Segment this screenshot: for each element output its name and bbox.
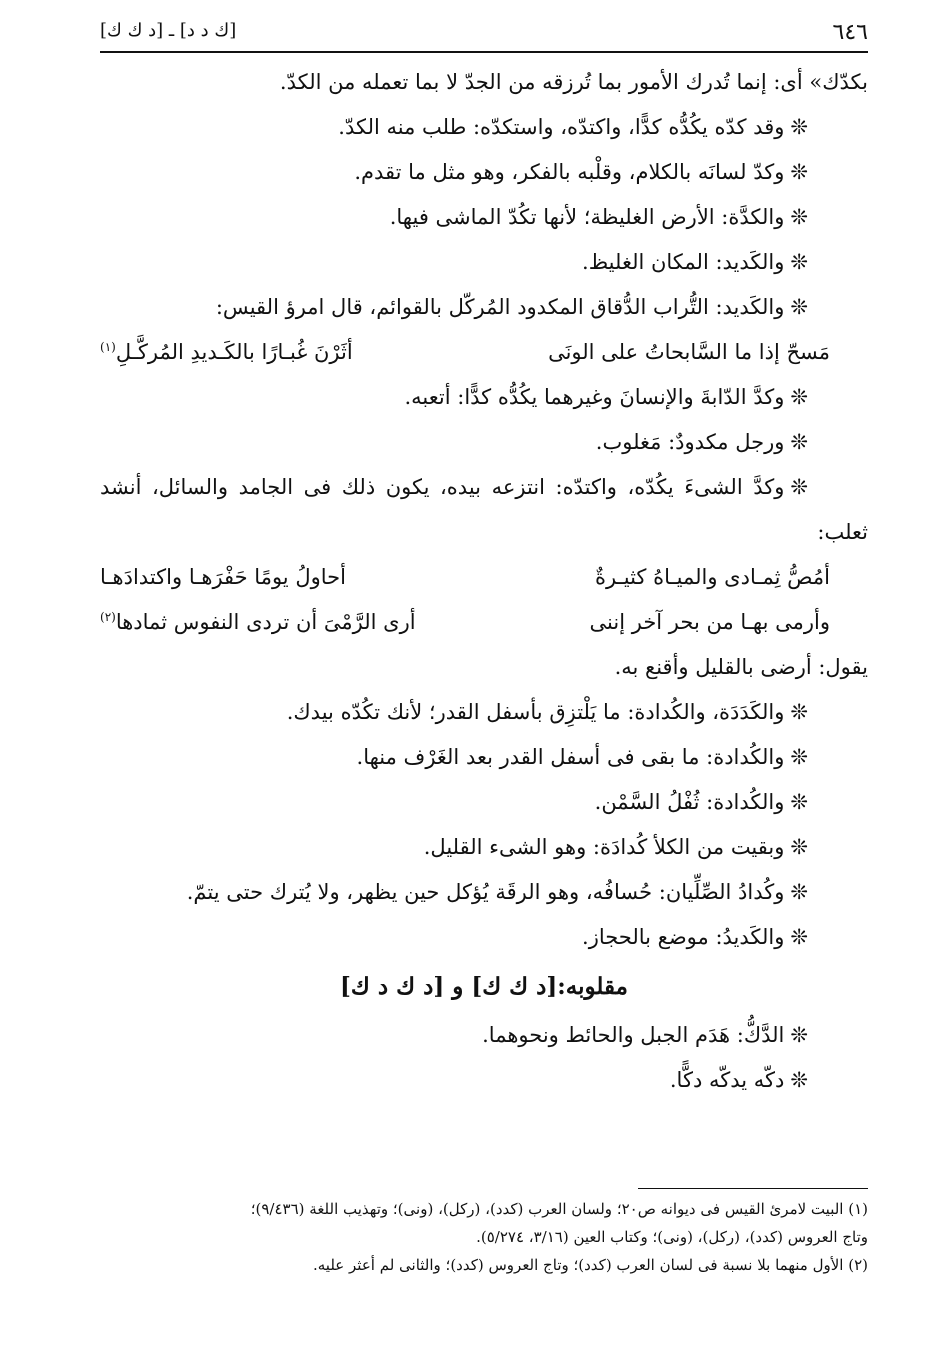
running-header — [100, 20, 868, 50]
verse-hemistich: مَسحّ إذا ما السَّابحاتُ على الونَى — [548, 340, 830, 364]
asterisk-icon: ❊ — [790, 790, 808, 814]
entry-line: ❊وكدَّ الدّابةَ والإنسانَ وغيرهما يكُدُّه كدًّا: أتعبه. — [100, 375, 868, 420]
asterisk-icon: ❊ — [790, 385, 808, 409]
verse-hemistich: أحاولُ يومًا حَفْرَهـا واكتدادَهـا — [100, 565, 346, 589]
asterisk-icon: ❊ — [790, 160, 808, 184]
entry-line: ❊والكَديدُ: موضع بالحجاز. — [100, 915, 868, 960]
asterisk-icon: ❊ — [790, 1068, 808, 1092]
asterisk-icon: ❊ — [790, 925, 808, 949]
asterisk-icon: ❊ — [790, 475, 808, 499]
asterisk-icon: ❊ — [790, 115, 808, 139]
entry-line: ❊الدَّكُّ: هَدَم الجبل والحائط ونحوهما. — [100, 1013, 868, 1058]
asterisk-icon: ❊ — [790, 1023, 808, 1047]
entry-line: ❊والكدَّة: الأرض الغليظة؛ لأنها تكُدّ الماشى فيها. — [100, 195, 868, 240]
footnote-rule — [638, 1188, 868, 1189]
entry-line: ❊والكَدَدَة، والكُدادة: ما يَلْتزِق بأسفل القدر؛ لأنك تكُدّه بيدك. — [100, 690, 868, 735]
entry-line: ❊ورجل مكدودٌ: مَغلوب. — [100, 420, 868, 465]
asterisk-icon: ❊ — [790, 205, 808, 229]
asterisk-icon: ❊ — [790, 250, 808, 274]
footnote-line: (٢) الأول منهما بلا نسبة فى لسان العرب (كدد)؛ وتاج العروس (كدد)؛ والثانى لم أعثر عليه. — [313, 1256, 868, 1274]
verse-line — [100, 555, 868, 600]
verse-hemistich: أرى الرَّمْىَ أن تردى النفوس ثمادها$^{(٢)}$ — [100, 610, 416, 634]
entry-line: ❊والكَديد: المكان الغليظ. — [100, 240, 868, 285]
asterisk-icon: ❊ — [790, 430, 808, 454]
entry-line: ❊وبقيت من الكلأ كُدادَة: وهو الشىء القليل. — [100, 825, 868, 870]
footnote-line: (١) البيت لامرئ القيس فى ديوانه ص٢٠؛ ولسان العرب (كدد)، (ركل)، (ونى)؛ وتهذيب اللغة (٩/٤٣٦)؛ — [250, 1200, 868, 1218]
entry-line: ❊وكدَّ الشىءَ يكُدّه، واكتدّه: انتزعه بيده، يكون ذلك فى الجامد والسائل، أنشد — [100, 465, 868, 510]
entry-body — [100, 60, 868, 1103]
entry-line: ❊والكَديد: التُّراب الدُّقاق المكدود المُركّل بالقوائم، قال امرؤ القيس: — [100, 285, 868, 330]
text-line: ثعلب: — [817, 520, 868, 544]
asterisk-icon: ❊ — [790, 880, 808, 904]
asterisk-icon: ❊ — [790, 700, 808, 724]
footnotes — [100, 1195, 868, 1279]
section-subheading: مقلوبه:[د ك ك] و [د ك د ك] — [340, 973, 628, 1000]
root-tag: [ك د د] ـ [د ك ك] — [100, 20, 237, 41]
verse-hemistich: وأرمى بهـا من بحر آخر إننى — [589, 610, 830, 634]
header-rule — [100, 51, 868, 53]
verse-hemistich: أثَرْنَ غُبـارًا بالكَـديدِ المُركَّـلِ$^{(١)}$ — [100, 340, 353, 364]
footnote-line: وتاج العروس (كدد)، (ركل)، (ونى)؛ وكتاب العين (٣/١٦، ٥/٢٧٤). — [476, 1228, 868, 1246]
verse-line — [100, 330, 868, 375]
entry-line: ❊وقد كدّه يكُدُّه كدًّا، واكتدّه، واستكدّه: طلب منه الكدّ. — [100, 105, 868, 150]
entry-line: ❊وكُدادُ الصِّلِّيان: حُسافُه، وهو الرقَة يُؤكل حين يظهر، ولا يُترك حتى يتمّ. — [100, 870, 868, 915]
verse-line — [100, 600, 868, 645]
entry-line: ❊وكدّ لسانَه بالكلام، وقلْبه بالفكر، وهو مثل ما تقدم. — [100, 150, 868, 195]
footnote-marker: (٢) — [100, 610, 116, 624]
page-number: ٦٤٦ — [832, 20, 868, 45]
entry-line: ❊والكُدادة: ما بقى فى أسفل القدر بعد الغَرْف منها. — [100, 735, 868, 780]
asterisk-icon: ❊ — [790, 835, 808, 859]
asterisk-icon: ❊ — [790, 295, 808, 319]
footnote-marker: (١) — [100, 340, 116, 354]
text-line: بكدّك» أى: إنما تُدرك الأمور بما تُرزقه من الجدّ لا بما تعمله من الكدّ. — [279, 70, 868, 94]
entry-line: ❊دكّه يدكّه دكًّا. — [100, 1058, 868, 1103]
text-line: يقول: أرضى بالقليل وأقنع به. — [614, 655, 868, 679]
verse-hemistich: أمُصُّ ثِمـادى والميـاهُ كثيـرةٌ — [595, 565, 830, 589]
entry-line: ❊والكُدادة: ثُفْلُ السَّمْن. — [100, 780, 868, 825]
asterisk-icon: ❊ — [790, 745, 808, 769]
